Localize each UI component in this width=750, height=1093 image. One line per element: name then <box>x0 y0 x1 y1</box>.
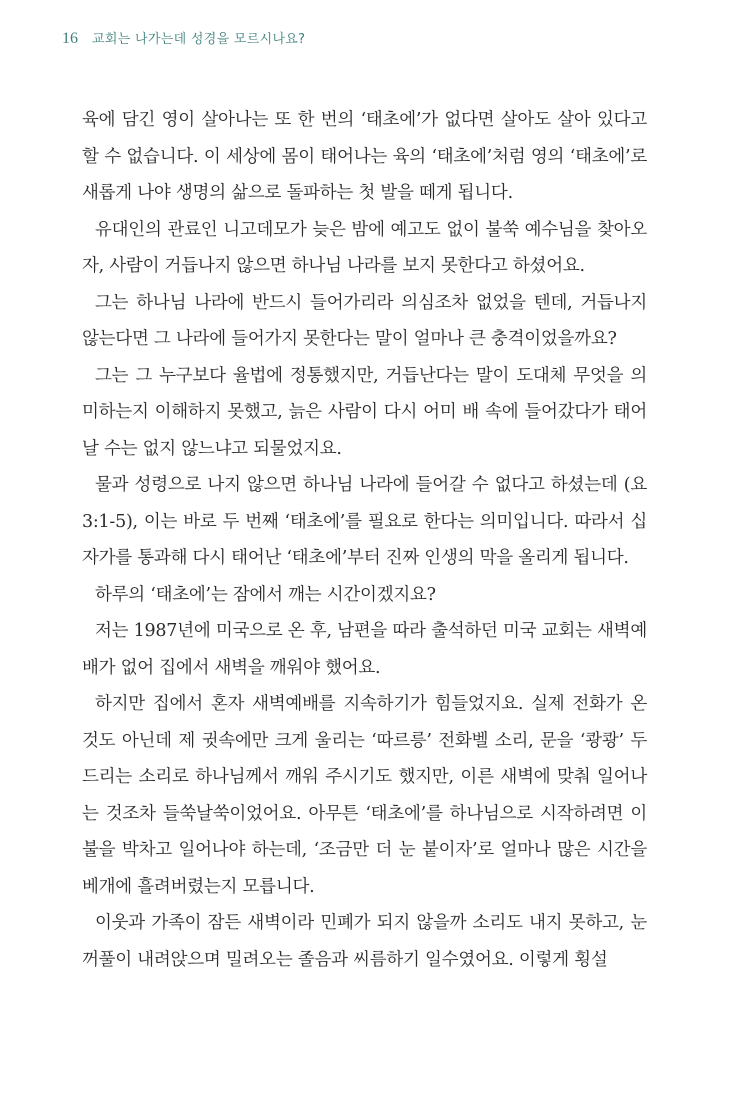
paragraph: 하지만 집에서 혼자 새벽예배를 지속하기가 힘들었지요. 실제 전화가 온 것도 아닌데 제 귓속에만 크게 울리는 ‘따르릉’ 전화벨 소리, 문을 ‘쾅쾅’ 두드리는 소리로 하나님께서 깨워 주시기도 했지만, 이른 새벽에 맞춰 일어나는 것조차 들쑥날쑥이었어요. 아무튼 ‘태초에’를 하나님으로 시작하려면 이불을 박차고 일어나야 하는데, ‘조금만 더 눈 붙이자’로 얼마나 많은 시간을 베개에 흘려버렸는지 모릅니다. <box>82 694 647 897</box>
paragraph: 물과 성령으로 나지 않으면 하나님 나라에 들어갈 수 없다고 하셨는데 (요 3:1-5), 이는 바로 두 번째 ‘태초에’를 필요로 한다는 의미입니다. 따라서 십자가를 통과해 다시 태어난 ‘태초에’부터 진짜 인생의 막을 올리게 됩니다. <box>82 475 647 568</box>
running-title: 교회는 나가는데 성경을 모르시나요? <box>92 32 306 47</box>
paragraph: 하루의 ‘태초에’는 잠에서 깨는 시간이겠지요? <box>95 584 436 605</box>
paragraph: 유대인의 관료인 니고데모가 늦은 밤에 예고도 없이 불쑥 예수님을 찾아오자, 사람이 거듭나지 않으면 하나님 나라를 보지 못한다고 하셨어요. <box>82 219 647 276</box>
body-text <box>82 102 647 978</box>
running-header <box>62 28 305 52</box>
paragraph: 그는 그 누구보다 율법에 정통했지만, 거듭난다는 말이 도대체 무엇을 의미하는지 이해하지 못했고, 늙은 사람이 다시 어미 배 속에 들어갔다가 태어날 수는 없지 않느냐고 되물었지요. <box>82 365 647 459</box>
paragraph: 이웃과 가족이 잠든 새벽이라 민폐가 되지 않을까 소리도 내지 못하고, 눈꺼풀이 내려앉으며 밀려오는 졸음과 씨름하기 일수였어요. 이렇게 횡설 <box>82 913 647 970</box>
paragraph: 저는 1987년에 미국으로 온 후, 남편을 따라 출석하던 미국 교회는 새벽예배가 없어 집에서 새벽을 깨워야 했어요. <box>82 621 647 678</box>
paragraph: 육에 담긴 영이 살아나는 또 한 번의 ‘태초에’가 없다면 살아도 살아 있다고 할 수 없습니다. 이 세상에 몸이 태어나는 육의 ‘태초에’처럼 영의 ‘태초에’로 새롭게 나야 생명의 삶으로 돌파하는 첫 발을 떼게 됩니다. <box>82 110 647 203</box>
paragraph: 그는 하나님 나라에 반드시 들어가리라 의심조차 없었을 텐데, 거듭나지 않는다면 그 나라에 들어가지 못한다는 말이 얼마나 큰 충격이었을까요? <box>82 292 647 349</box>
page-number: 16 <box>62 30 78 47</box>
